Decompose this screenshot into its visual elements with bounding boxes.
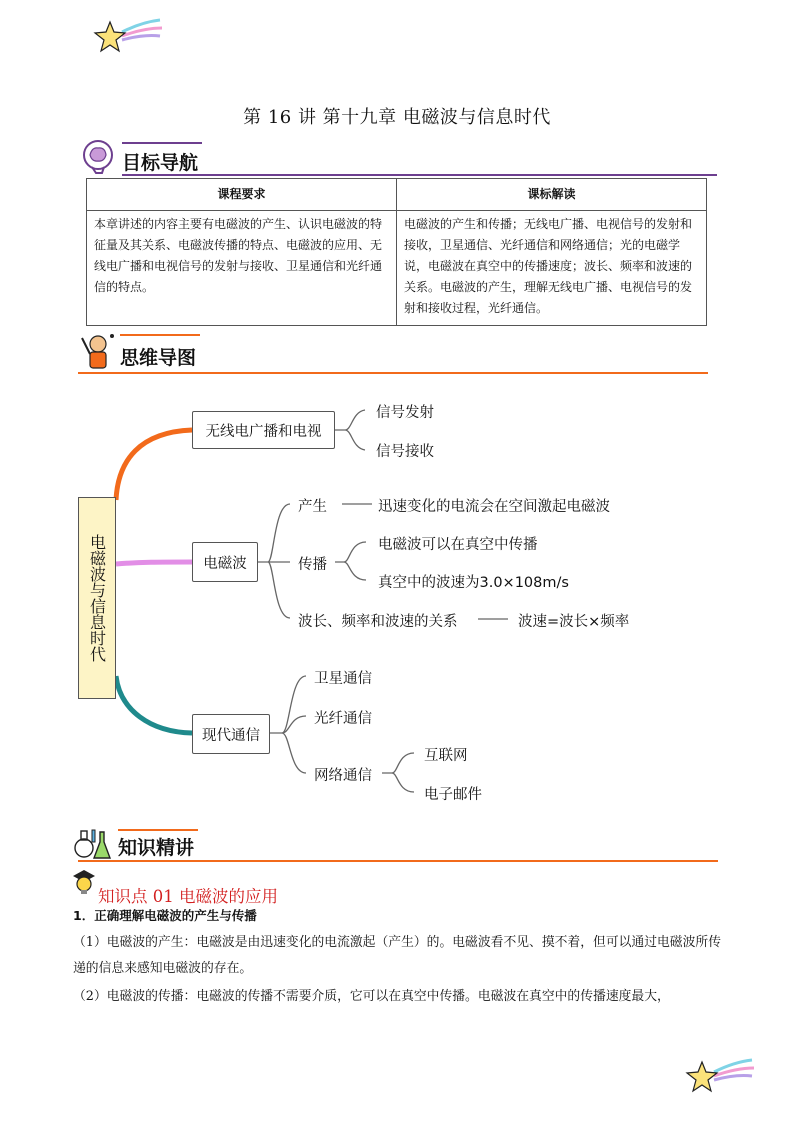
goal-cell-interpretation: 电磁波的产生和传播；无线电广播、电视信号的发射和接收，卫星通信、光纤通信和网络通信；光的电磁学说，电磁波在真空中的传播速度；波长、频率和波速的关系。电磁波的产生，理解无线电广播、电视信号的发射和接收过程，光纤通信。 [397, 211, 707, 326]
goal-header-interpretation: 课标解读 [397, 179, 707, 211]
em-produce: 产生 [298, 499, 327, 515]
knowledge-paragraph-2: （2）电磁波的传播：电磁波的传播不需要介质，它可以在真空中传播。电磁波在真空中的传播速度最大， [73, 989, 670, 1004]
page-title: 第 16 讲 第十九章 电磁波与信息时代 [243, 107, 551, 128]
radio-tv-child-2: 信号接收 [376, 444, 434, 460]
section-heading-goal: 目标导航 [122, 152, 199, 174]
em-produce-desc: 迅速变化的电流会在空间激起电磁波 [378, 499, 610, 515]
mindmap-root: 电磁波与信息时代 [78, 497, 116, 699]
network-email: 电子邮件 [424, 787, 482, 803]
knowledge-underline [78, 860, 718, 862]
radio-tv-child-1: 信号发射 [376, 405, 434, 421]
branch-em-wave: 电磁波 [192, 542, 258, 582]
knowledge-sub-heading: 1．正确理解电磁波的产生与传播 [73, 908, 257, 923]
star-icon [684, 1056, 756, 1100]
em-propagate-item-2: 真空中的波速为3.0×108m/s [378, 575, 569, 591]
comm-satellite: 卫星通信 [314, 671, 372, 687]
em-relation: 波长、频率和波速的关系 [298, 614, 458, 630]
knowledge-top-line [118, 829, 198, 831]
section-heading-knowledge: 知识精讲 [118, 837, 195, 859]
section-heading-mindmap: 思维导图 [120, 347, 197, 369]
lab-flask-icon [72, 828, 114, 862]
em-relation-desc: 波速=波长×频率 [518, 614, 630, 630]
knowledge-paragraph-1: （1）电磁波的产生：电磁波是由迅速变化的电流激起（产生）的。电磁波看不见、摸不着，但可以通过电磁波所传递的信息来感知电磁波的存在。 [73, 935, 721, 976]
em-propagate: 传播 [298, 557, 327, 573]
knowledge-point-title: 知识点 01 电磁波的应用 [98, 887, 278, 906]
comm-fiber: 光纤通信 [314, 711, 372, 727]
goal-cell-requirement: 本章讲述的内容主要有电磁波的产生、认识电磁波的特征量及其关系、电磁波传播的特点、电磁波的应用、无线电广播和电视信号的发射与接收、卫星通信和光纤通信的特点。 [87, 211, 397, 326]
branch-modern-comm: 现代通信 [192, 714, 270, 754]
em-propagate-item-1: 电磁波可以在真空中传播 [378, 537, 538, 553]
comm-network: 网络通信 [314, 768, 372, 784]
lightbulb-icon [70, 866, 98, 896]
goal-header-requirement: 课程要求 [87, 179, 397, 211]
network-internet: 互联网 [424, 748, 468, 764]
branch-radio-tv: 无线电广播和电视 [192, 411, 335, 449]
